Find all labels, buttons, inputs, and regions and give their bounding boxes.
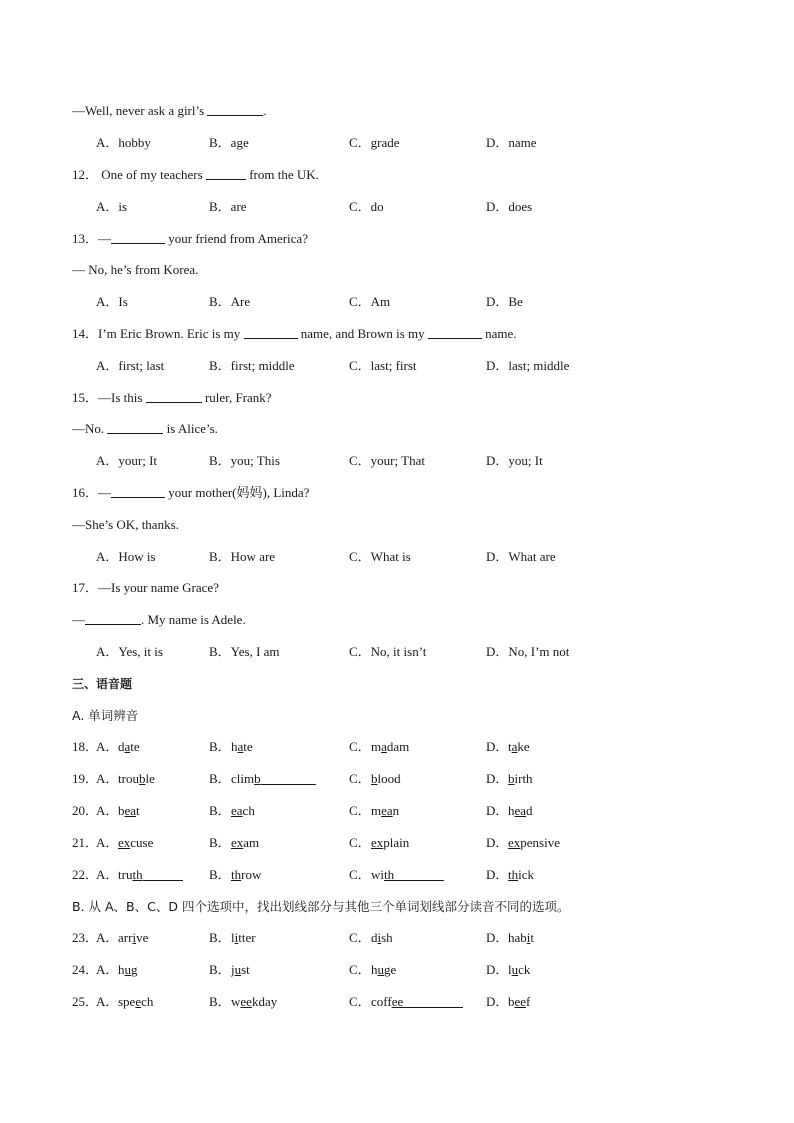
phonics-option[interactable] [209,930,256,946]
underlined-segment: u [124,962,131,977]
word-suffix: t [136,803,140,818]
option-letter: B． [209,835,231,850]
q14-option-b[interactable]: B．first; middle [209,358,295,373]
underlined-segment: th [384,867,395,882]
word-suffix: f [526,994,531,1009]
q14-number: 14． [72,326,99,341]
q14-part2: name, and Brown is my [300,326,425,341]
word-suffix: irth [514,771,533,786]
phonics-option[interactable] [209,994,277,1010]
phonics-question [0,962,794,978]
option-letter: A． [96,867,119,882]
underlined-segment: a [511,739,518,754]
word-prefix: h [508,803,515,818]
q12-option-b[interactable]: B．are [209,199,247,214]
underline-rule [394,867,444,881]
q11-reply [72,103,267,119]
question-number: 23． [72,930,99,945]
phonics-option[interactable] [209,803,255,819]
word-prefix: t [508,739,512,754]
word-suffix: kday [251,994,278,1009]
q12-option-d[interactable]: D．does [486,199,533,214]
phonics-option[interactable] [486,962,530,978]
phonics-question [0,867,794,883]
word-suffix: n [392,803,400,818]
option-letter: C． [349,994,371,1009]
underlined-segment: ex [118,835,131,850]
underlined-segment: e [135,994,142,1009]
word-prefix: d [371,930,378,945]
option-letter: B． [209,930,231,945]
q17-option-a[interactable]: A．Yes, it is [96,644,163,659]
underline-rule [143,867,183,881]
q17-option-d[interactable]: D．No, I’m not [486,644,570,659]
word-suffix: sh [381,930,393,945]
word-suffix: te [130,739,140,754]
phonics-question [0,930,794,946]
underlined-segment: i [526,930,531,945]
q11-option-b[interactable]: B．age [209,135,249,150]
q12-stem-before: One of my teachers [101,167,203,182]
q14-option-d[interactable]: D．last; middle [486,358,570,373]
q13-options [0,294,794,310]
underlined-segment: b [508,771,515,786]
underlined-segment: ex [231,835,244,850]
underlined-segment: b [254,771,261,786]
underlined-segment: i [132,930,137,945]
q16-number: 16． [72,485,99,500]
word-suffix: pensive [520,835,560,850]
word-suffix: cuse [130,835,154,850]
word-prefix: arr [118,930,133,945]
word-suffix: lood [377,771,401,786]
option-letter: B． [209,962,231,977]
q16-option-a[interactable]: A．How is [96,549,156,564]
word-prefix: clim [231,771,255,786]
underlined-segment: ex [371,835,384,850]
q15-reply-before: —No. [72,421,105,436]
option-letter: C． [349,803,371,818]
phonics-option[interactable] [349,771,401,787]
question-number: 22． [72,867,99,882]
word-prefix: hab [508,930,527,945]
underline-rule [403,994,463,1008]
q13-number: 13． [72,231,99,246]
phonics-option[interactable] [486,835,560,851]
answer-blank [428,326,482,339]
phonics-question [0,803,794,819]
option-letter: A． [96,930,119,945]
underlined-segment: a [381,739,387,754]
underlined-segment: i [234,930,239,945]
phonics-option[interactable] [349,994,463,1010]
phonics-option[interactable] [96,835,153,851]
phonics-option[interactable] [349,930,393,946]
q14-options [0,358,794,374]
q15-option-a[interactable]: A．your; It [96,453,158,468]
q16-option-c[interactable]: C．What is [349,549,411,564]
q12-number: 12． [72,167,99,182]
q16-reply: —She’s OK, thanks. [72,517,179,532]
option-letter: B． [209,739,231,754]
option-letter: B． [209,771,231,786]
q16-option-d[interactable]: D．What are [486,549,556,564]
q15-stem-before: —Is this [98,390,143,405]
q11-option-a[interactable]: A．hobby [96,135,151,150]
underline-rule [261,771,316,785]
word-suffix: am [243,835,260,850]
word-suffix: te [243,739,253,754]
phonics-option[interactable] [209,867,261,883]
phonics-option[interactable] [349,803,399,819]
option-letter: A． [96,803,119,818]
q13-stem-after: your friend from America? [168,231,308,246]
phonics-option[interactable] [349,835,409,851]
word-suffix: d [526,803,533,818]
word-suffix: ge [384,962,397,977]
q15-number: 15． [72,390,99,405]
word-suffix: ick [518,867,535,882]
section-title: 三、语音题 [72,677,133,691]
q12-option-c[interactable]: C．do [349,199,384,214]
q15-stem [72,390,272,406]
underlined-segment: th [231,867,242,882]
part-b-heading: B. 从 A、B、C、D 四个选项中，找出划线部分与其他三个单词划线部分读音不同的选项。 [72,899,570,914]
q17-stem-text: —Is your name Grace? [98,580,219,595]
q17-reply [72,612,246,628]
underlined-segment: b [371,771,378,786]
underlined-segment: th [508,867,519,882]
phonics-option[interactable] [486,994,530,1010]
option-letter: B． [209,994,231,1009]
option-letter: C． [349,962,371,977]
option-letter: B． [209,803,231,818]
phonics-option[interactable] [96,803,140,819]
word-suffix: tter [238,930,256,945]
q13-option-b[interactable]: B．Are [209,294,251,309]
phonics-option[interactable] [349,867,444,883]
q15-stem-after: ruler, Frank? [204,390,272,405]
q15-option-d[interactable]: D．you; It [486,453,543,468]
answer-blank [111,231,165,244]
q15-option-b[interactable]: B．you; This [209,453,280,468]
phonics-option[interactable] [96,994,153,1010]
phonics-question [0,994,794,1010]
q13-option-d[interactable]: D．Be [486,294,523,309]
q13-stem [72,231,308,247]
q16-stem-after: your mother(妈妈), Linda? [168,485,310,500]
q12-option-a[interactable]: A．is [96,199,128,214]
phonics-option[interactable] [209,739,253,755]
underlined-segment: a [237,739,244,754]
q13-option-c[interactable]: C．Am [349,294,391,309]
word-prefix: tru [118,867,133,882]
word-suffix: st [241,962,250,977]
phonics-option[interactable] [486,867,534,883]
option-letter: D． [486,867,509,882]
option-letter: B． [209,867,231,882]
word-prefix: l [231,930,235,945]
q12-stem-after: from the UK. [249,167,319,182]
underlined-segment: ee [391,994,404,1009]
phonics-option[interactable] [486,739,530,755]
question-number: 20． [72,803,99,818]
phonics-question [0,739,794,755]
q11-option-c[interactable]: C．grade [349,135,400,150]
underlined-segment: b [138,771,146,786]
q17-option-c[interactable]: C．No, it isn’t [349,644,427,659]
q16-options [0,549,794,565]
q15-options [0,453,794,469]
option-letter: D． [486,835,509,850]
underlined-segment: a [124,739,131,754]
option-letter: C． [349,771,371,786]
q14-part3: name. [485,326,517,341]
word-prefix: h [118,962,125,977]
phonics-option[interactable] [96,930,148,946]
word-prefix: wi [371,867,384,882]
underlined-segment: ea [124,803,137,818]
option-letter: A． [96,994,119,1009]
option-letter: D． [486,994,509,1009]
q13-stem-before: — [98,231,112,246]
word-suffix: t [530,930,535,945]
phonics-option[interactable] [209,835,259,851]
option-letter: C． [349,930,371,945]
q14-option-a[interactable]: A．first; last [96,358,165,373]
word-suffix: plain [383,835,410,850]
word-suffix: ck [518,962,531,977]
question-number: 21． [72,835,99,850]
q17-reply-after: . My name is Adele. [141,612,246,627]
q11-options [0,135,794,151]
underlined-segment: ea [381,803,393,818]
q13-reply: — No, he’s from Korea. [72,262,199,277]
q17-reply-before: — [72,612,85,627]
question-number: 18． [72,739,99,754]
answer-blank [107,421,163,434]
phonics-option[interactable] [486,771,533,787]
word-prefix: l [508,962,512,977]
word-prefix: m [371,803,382,818]
q14-option-c[interactable]: C．last; first [349,358,417,373]
option-letter: A． [96,739,119,754]
q13-option-a[interactable]: A．Is [96,294,128,309]
answer-blank [85,612,141,625]
word-prefix: d [118,739,125,754]
word-prefix: coff [371,994,392,1009]
phonics-option[interactable] [486,930,534,946]
answer-blank [146,390,202,403]
phonics-question [0,771,794,787]
q14-part1: I’m Eric Brown. Eric is my [98,326,241,341]
q15-reply-after: is Alice’s. [166,421,218,436]
part-a-heading: A. 单词辨音 [72,708,139,723]
q15-option-c[interactable]: C．your; That [349,453,425,468]
phonics-question [0,835,794,851]
phonics-option[interactable] [209,962,250,978]
word-prefix: h [231,739,238,754]
question-number: 19． [72,771,99,786]
word-suffix: ve [136,930,149,945]
q12-options [0,199,794,215]
word-prefix: trou [118,771,139,786]
option-letter: D． [486,962,509,977]
word-prefix: m [371,739,382,754]
word-prefix: w [231,994,241,1009]
word-suffix: dam [386,739,410,754]
option-letter: C． [349,835,371,850]
phonics-option[interactable] [209,771,316,787]
phonics-option[interactable] [486,803,533,819]
q17-options [0,644,794,660]
underlined-segment: u [377,962,384,977]
word-suffix: le [145,771,155,786]
question-number: 25． [72,994,99,1009]
q16-option-b[interactable]: B．How are [209,549,276,564]
answer-blank [206,167,246,180]
q17-stem [72,580,219,596]
underlined-segment: u [511,962,519,977]
option-letter: A． [96,771,119,786]
phonics-option[interactable] [96,867,183,883]
word-prefix: b [118,803,125,818]
underlined-segment: ee [240,994,252,1009]
phonics-option[interactable] [96,739,140,755]
word-prefix: spe [118,994,136,1009]
q17-option-b[interactable]: B．Yes, I am [209,644,280,659]
phonics-option[interactable] [96,771,155,787]
word-suffix: ke [517,739,530,754]
underlined-segment: i [377,930,382,945]
option-letter: D． [486,803,509,818]
phonics-option[interactable] [96,962,138,978]
word-prefix: h [371,962,378,977]
underlined-segment: u [234,962,242,977]
option-letter: D． [486,930,509,945]
q15-reply [72,421,218,437]
q14-stem [72,326,517,342]
q11-reply-text: —Well, never ask a girl’s . [72,103,267,118]
q16-stem [72,485,309,501]
underlined-segment: ea [231,803,243,818]
underlined-segment: ea [514,803,527,818]
phonics-option[interactable] [349,962,396,978]
word-prefix: b [508,994,515,1009]
option-letter: D． [486,771,509,786]
underlined-segment: th [132,867,143,882]
underlined-segment: ex [508,835,521,850]
option-letter: C． [349,739,371,754]
word-suffix: ch [242,803,255,818]
q12-stem [72,167,319,183]
word-suffix: row [241,867,262,882]
option-letter: D． [486,739,509,754]
word-suffix: g [131,962,138,977]
word-prefix: j [231,962,235,977]
q11-option-d[interactable]: D．name [486,135,537,150]
q16-stem-before: — [98,485,112,500]
answer-blank [244,326,298,339]
q17-number: 17． [72,580,99,595]
answer-blank [111,485,165,498]
phonics-option[interactable] [349,739,409,755]
question-number: 24． [72,962,99,977]
option-letter: A． [96,962,119,977]
option-letter: C． [349,867,371,882]
underlined-segment: ee [514,994,527,1009]
word-suffix: ch [141,994,154,1009]
option-letter: A． [96,835,119,850]
